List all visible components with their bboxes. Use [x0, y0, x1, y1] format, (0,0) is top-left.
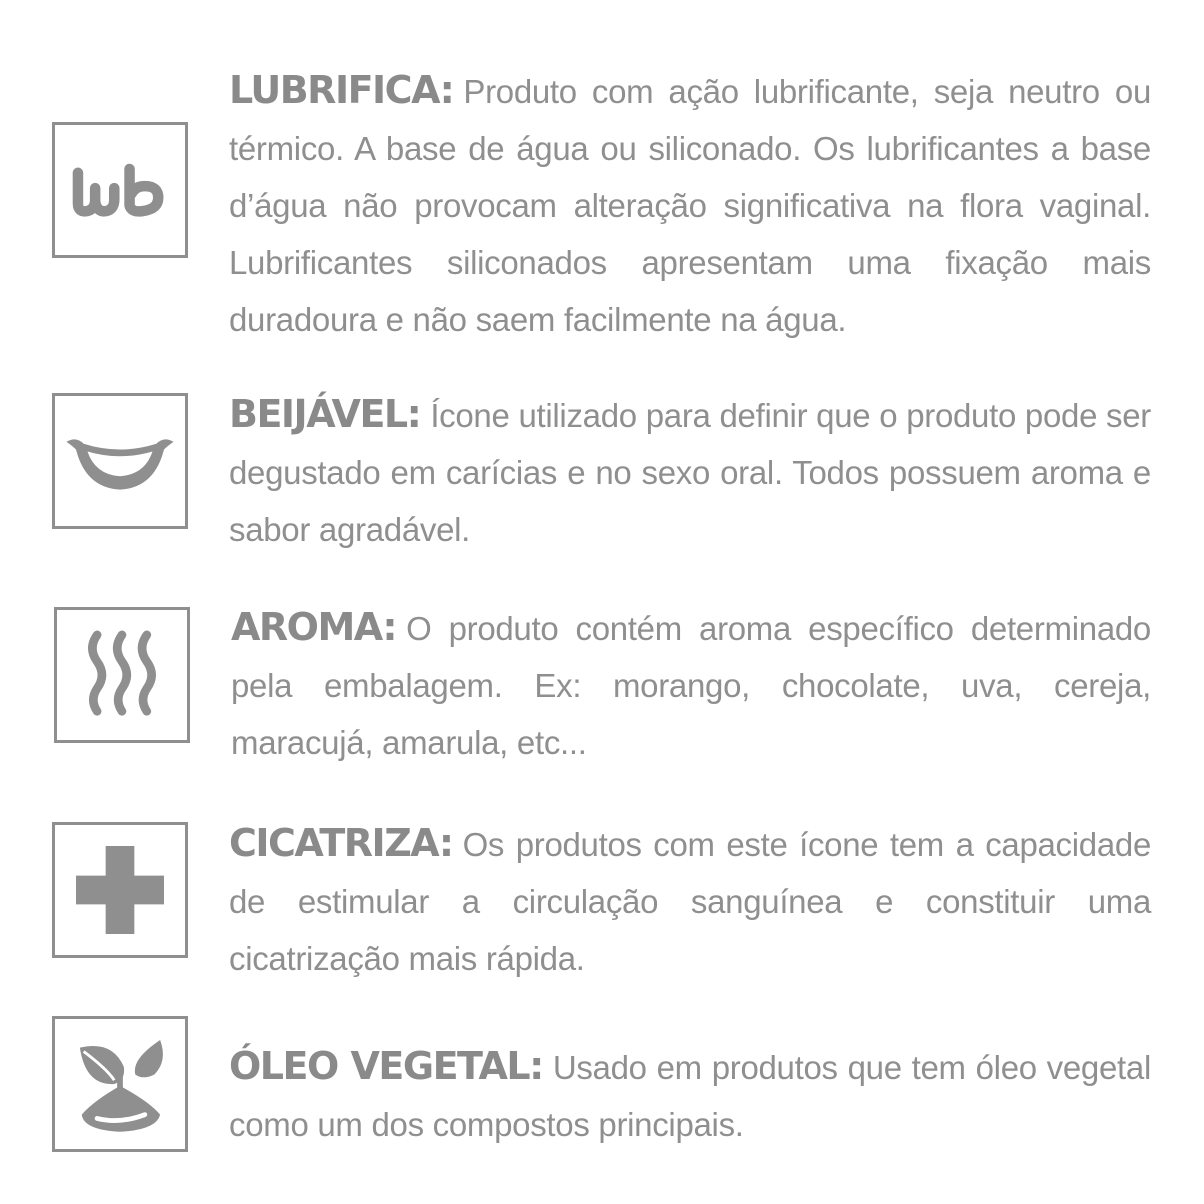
lub-logo-icon — [52, 122, 188, 258]
feature-text-cicatriza — [229, 815, 1151, 987]
leaf-oil-drop-icon — [52, 1016, 188, 1152]
feature-description: Ícone utilizado para definir que o produto pode ser degustado em carícias e no sexo oral. Todos possuem aroma e sabor agradável. — [229, 397, 1151, 548]
feature-text-beijavel — [229, 386, 1151, 558]
feature-text-oleo-vegetal — [229, 1038, 1151, 1153]
aroma-waves-icon — [54, 607, 190, 743]
feature-description: Produto com ação lubrificante, seja neutro ou térmico. A base de água ou siliconado. Os lubrificantes a base d’água não provocam alteração significativa na flora vaginal. Lubrificantes siliconados apresentam uma fixação mais duradoura e não saem facilmente na água. — [229, 73, 1151, 338]
lips-icon — [52, 393, 188, 529]
feature-text-lubrifica — [229, 62, 1151, 348]
feature-description: Usado em produtos que tem óleo vegetal como um dos compostos principais. — [229, 1049, 1151, 1143]
feature-description: O produto contém aroma específico determinado pela embalagem. Ex: morango, chocolate, uva, cereja, maracujá, amarula, etc... — [231, 610, 1151, 761]
cross-icon — [52, 822, 188, 958]
feature-term: AROMA: — [231, 605, 397, 649]
feature-term: ÓLEO VEGETAL: — [229, 1044, 543, 1088]
feature-description: Os produtos com este ícone tem a capacidade de estimular a circulação sanguínea e constituir uma cicatrização mais rápida. — [229, 826, 1151, 977]
feature-text-aroma — [231, 599, 1151, 771]
feature-term: CICATRIZA: — [229, 821, 453, 865]
feature-term: BEIJÁVEL: — [229, 392, 421, 436]
feature-term: LUBRIFICA: — [229, 68, 454, 112]
